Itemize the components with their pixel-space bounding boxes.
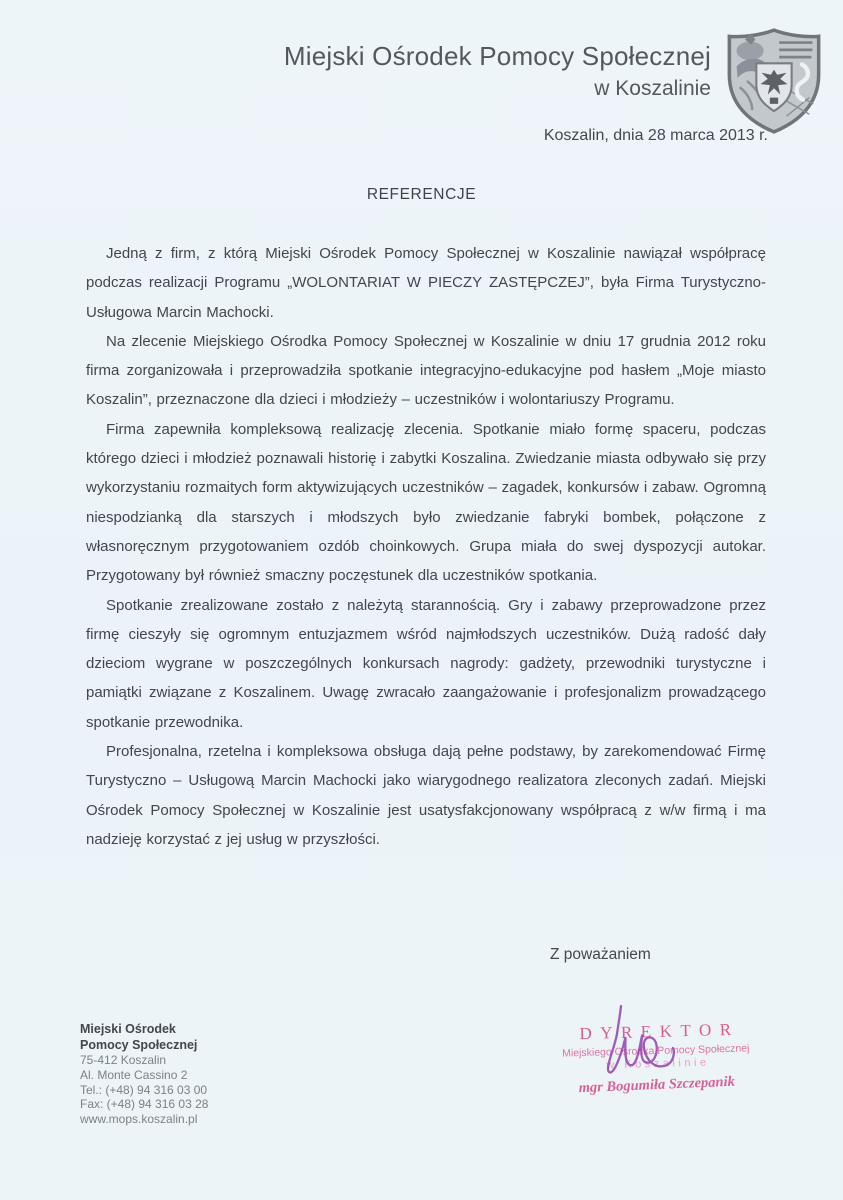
koszalin-coat-of-arms-icon [721, 27, 827, 135]
stamp-org: Miejskiego Ośrodka Pomocy Społecznej [562, 1042, 750, 1060]
paragraph-5: Profesjonalna, rzetelna i kompleksowa obsługa dają pełne podstawy, by zarekomendować Firmę Turystyczno – Usługową Marcin Machocki jako wiarygodnego realizatora zleconych zadań. Miejski Ośrodek Pomocy Społecznej w Koszalinie jest usatysfakcjonowany współpracą z w/w firmą i ma nadzieję korzystać z jej usług w przyszłości. [86, 743, 766, 848]
letterhead [0, 40, 711, 102]
footer-street: Al. Monte Cassino 2 [80, 1067, 188, 1082]
footer-postal-code-city: 75-412 Koszalin [80, 1053, 167, 1067]
footer-org-line2: Pomocy Społecznej [80, 1037, 198, 1052]
document-title: REFERENCJE [366, 186, 477, 203]
paragraph-4: Spotkanie zrealizowane zostało z należytą starannością. Gry i zabawy przeprowadzone przez firmę cieszyły się ogromnym entuzjazmem wśród najmłodszych uczestników. Dużą radość dały dzieciom wygrane w poszczególnych konkursach nagrody: gadżety, przewodniki turystyczne i pamiątki związane z Koszalinem. Uwagę zwracało zaangażowanie i profesjonalizm prowadzącego spotkanie przewodnika. [86, 596, 766, 731]
org-name: Miejski Ośrodek Pomocy Społecznej [283, 41, 711, 71]
footer-contact-block [80, 1022, 208, 1127]
footer-phone: Tel.: (+48) 94 316 03 00 [80, 1082, 208, 1097]
letter-body [86, 239, 766, 854]
org-city: w Koszalinie [594, 76, 711, 100]
stamp-title: DYREKTOR [579, 1019, 740, 1044]
paragraph-2: Na zlecenie Miejskiego Ośrodka Pomocy Społecznej w Koszalinie w dniu 17 grudnia 2012 roku firma zorganizowała i przeprowadziła spotkanie integracyjno-edukacyjne pod hasłem „Moje miasto Koszalin”, przeznaczone dla dzieci i młodzieży – uczestników i wolontariuszy Programu. [86, 332, 766, 409]
closing-salutation: Z poważaniem [550, 946, 651, 963]
footer-org-line1: Miejski Ośrodek [80, 1022, 176, 1036]
handwritten-signature [586, 1004, 698, 1092]
stamp-city: w Koszalinie [606, 1056, 710, 1072]
paragraph-3: Firma zapewniła kompleksową realizację zlecenia. Spotkanie miało formę spaceru, podczas którego dzieci i młodzież poznawali historię i zabytki Koszalina. Zwiedzanie miasta odbywało się przy wykorzystaniu rozmaitych form aktywizujących uczestników – zagadek, konkursów i zabaw. Ogromną niespodzianką dla starszych i młodszych było zwiedzanie fabryki bombek, połączone z własnoręcznym przygotowaniem ozdób choinkowych. Grupa miała do swej dyspozycji autokar. Przygotowany był również smaczny poczęstunek dla uczestników spotkania. [86, 420, 766, 585]
date-line: Koszalin, dnia 28 marca 2013 r. [543, 127, 768, 144]
footer-website: www.mops.koszalin.pl [80, 1112, 198, 1127]
paragraph-1: Jedną z firm, z którą Miejski Ośrodek Pomocy Społecznej w Koszalinie nawiązał współpracę podczas realizacji Programu „WOLONTARIAT W PIECZY ZASTĘPCZEJ”, była Firma Turystyczno-Usługowa Marcin Machocki. [86, 245, 766, 321]
footer-fax: Fax: (+48) 94 316 03 28 [80, 1097, 209, 1112]
stamp-director-name: mgr Bogumiła Szczepanik [578, 1073, 736, 1097]
